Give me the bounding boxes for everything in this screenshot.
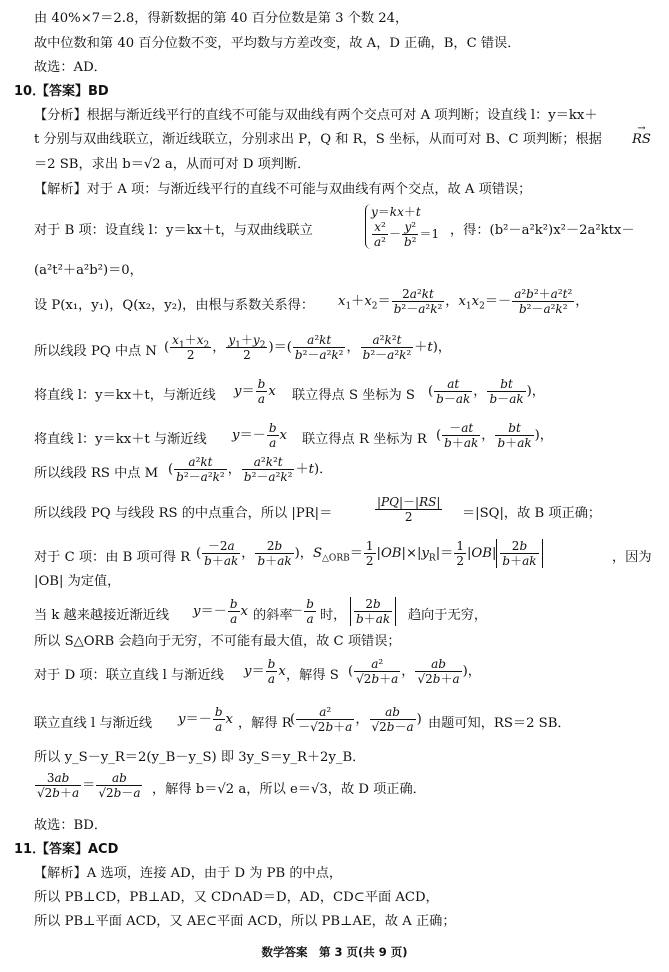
solution-line: 故选：BD． [34, 818, 108, 833]
solution-line: ，解得 b＝√2 a，所以 e＝√3，故 D 项正确． [152, 782, 426, 797]
solution-line: 所以 PB⊥CD，PB⊥AD，又 CD∩AD＝D，AD，CD⊂平面 ACD， [34, 890, 439, 905]
solution-line: 的斜率 [253, 608, 293, 623]
area-formula: ( $\frac{-2a}{b+ak}$ ， $\frac{2b}{b+ak}$ )，$S_{\triangle ORB}=$ $\frac{1}{2}$ $|OB|\times|y_R|=$ $\frac{1}{2}$ |OB| $\frac{2b}{b+ak}$ [196, 539, 543, 568]
solution-line: 所以线段 PQ 中点 N [34, 344, 157, 359]
solution-line: (a²t²＋a²b²)＝0， [34, 263, 143, 278]
midpoint-formula: ( $\frac{x_1+x_2}{2}$ ， $\frac{y_1+y_2}{2}$ )＝( $\frac{\text{a²kt}}{\text{b²－a²k²}}$ ， $\frac{\text{a²k²t}}{\text{b²－a²k²}}$ ＋t)， [164, 333, 452, 362]
abs-formula: $\frac{2b}{b+ak}$ [350, 597, 396, 626]
vector-rs: → RS [632, 131, 651, 149]
point-r-formula: ( $\frac{-at}{b+ak}$ ， $\frac{bt}{b+ak}$ )， [436, 421, 553, 450]
solution-line: 所以线段 PQ 与线段 RS 的中点重合，所以 |PR|＝ [34, 506, 333, 521]
text-line: 故选：AD． [34, 60, 107, 75]
solution-line: 时， [320, 608, 347, 623]
solution-line: 将直线 l：y＝kx＋t 与渐近线 [34, 432, 207, 447]
asymptote-formula: y＝ $\frac{b}{a}$ x [244, 657, 286, 686]
solution-line: 设 P(x₁，y₁)，Q(x₂，y₂)，由根与系数关系得： [34, 298, 315, 313]
answer-label: 【答案】ACD [36, 842, 119, 857]
solution-line: |OB| 为定值， [34, 574, 121, 589]
analysis-line: 【分析】根据与渐近线平行的直线不可能与双曲线有两个交点可对 A 项判断；设直线 l：y＝kx＋ [34, 108, 598, 123]
solution-line: 当 k 越来越接近渐近线 [34, 608, 170, 623]
slope-formula: － $\frac{b}{a}$ [290, 597, 314, 626]
analysis-line: t 分别与双曲线联立，渐近线联立，分别求出 P，Q 和 R，S 坐标，从而可对 B、C 项判断；根据 [34, 132, 602, 147]
solution-line: 对于 C 项：由 B 项可得 R [34, 550, 191, 565]
ratio-equation: $\frac{3ab}{√2b+a}$ ＝ $\frac{ab}{√2b-a}$ [37, 771, 141, 800]
midpoint-formula: ( $\frac{\text{a²kt}}{\text{b²－a²k²}}$ ， $\frac{\text{a²k²t}}{\text{b²－a²k²}}$ ＋t)． [168, 455, 333, 484]
question-number: 11． [14, 842, 46, 857]
text-line: 故中位数和第 40 百分位数不变，平均数与方差改变，故 A，D 正确，B，C 错误． [34, 36, 521, 51]
question-number: 10． [14, 84, 46, 99]
equation-system: y＝kx＋t $\frac{\text{x²}}{\text{a²}}$ － $\frac{\text{y²}}{\text{b²}}$ ＝1 [363, 204, 439, 249]
distance-formula: $\frac{|PQ|-|RS|}{2}$ [377, 495, 441, 524]
answer-label: 【答案】BD [36, 84, 109, 99]
solution-line: 所以线段 RS 中点 M [34, 466, 159, 481]
asymptote-formula: y＝－ $\frac{b}{a}$ x [178, 705, 233, 734]
solution-line: 联立直线 l 与渐近线 [34, 716, 153, 731]
solution-line: ，解得 R [238, 716, 292, 731]
solution-line: 【解析】对于 A 项：与渐近线平行的直线不可能与双曲线有两个交点，故 A 项错误； [34, 182, 532, 197]
asymptote-formula: y＝－ $\frac{b}{a}$ x [232, 421, 287, 450]
solution-line: 对于 B 项：设直线 l：y＝kx＋t，与双曲线联立 [34, 223, 313, 238]
solution-line: 所以 PB⊥平面 ACD，又 AE⊂平面 ACD，所以 PB⊥AE，故 A 正确； [34, 914, 456, 929]
solution-line: 联立得点 R 坐标为 R [302, 432, 427, 447]
solution-line: ，解得 S [286, 668, 339, 683]
asymptote-formula: y＝ $\frac{b}{a}$ x [234, 377, 276, 406]
solution-line: 所以 S△ORB 会趋向于无穷，不可能有最大值，故 C 项错误； [34, 634, 401, 649]
solution-line: ，因为 [612, 550, 652, 565]
vieta-formula: $x_1+x_2=$ $\frac{\text{2a²kt}}{\text{b²－a²k²}}$ ，$x_1x_2=-$ $\frac{\text{a²b²＋a²t²}}{\text{b²－a²k²}}$ ， [338, 287, 589, 316]
solution-line: 将直线 l：y＝kx＋t，与渐近线 [34, 388, 216, 403]
solution-line: 【解析】A 选项，连接 AD，由于 D 为 PB 的中点， [34, 866, 343, 881]
page-footer: 数学答案 第 3 页(共 9 页) [261, 945, 408, 959]
point-r-formula: ( $\frac{\text{a²}}{-√2b+a}$ ， $\frac{ab}{√2b-a}$ ) [290, 705, 422, 734]
solution-line: 由题可知，RS＝2 SB． [428, 716, 571, 731]
solution-line: ＝|SQ|，故 B 项正确； [462, 506, 602, 521]
solution-line: 趋向于无穷， [408, 608, 488, 623]
analysis-line: ＝2 SB，求出 b＝√2 a，从而可对 D 项判断． [34, 157, 311, 172]
solution-line: 对于 D 项：联立直线 l 与渐近线 [34, 668, 224, 683]
text-line: 由 40%×7＝2.8，得新数据的第 40 百分位数是第 3 个数 24， [34, 11, 409, 26]
point-s-formula: ( $\frac{at}{b-ak}$ ， $\frac{bt}{b-ak}$ )， [428, 377, 545, 406]
solution-line: 所以 y_S－y_R＝2(y_B－y_S) 即 3y_S＝y_R＋2y_B． [34, 750, 366, 765]
solution-line: 联立得点 S 坐标为 S [292, 388, 415, 403]
solution-line: ，得：(b²－a²k²)x²－2a²ktx－ [450, 223, 635, 238]
asymptote-formula: y＝－ $\frac{b}{a}$ x [193, 597, 248, 626]
point-s-formula: ( $\frac{\text{a²}}{√2b+a}$ ， $\frac{ab}{√2b+a}$ )， [348, 657, 481, 686]
